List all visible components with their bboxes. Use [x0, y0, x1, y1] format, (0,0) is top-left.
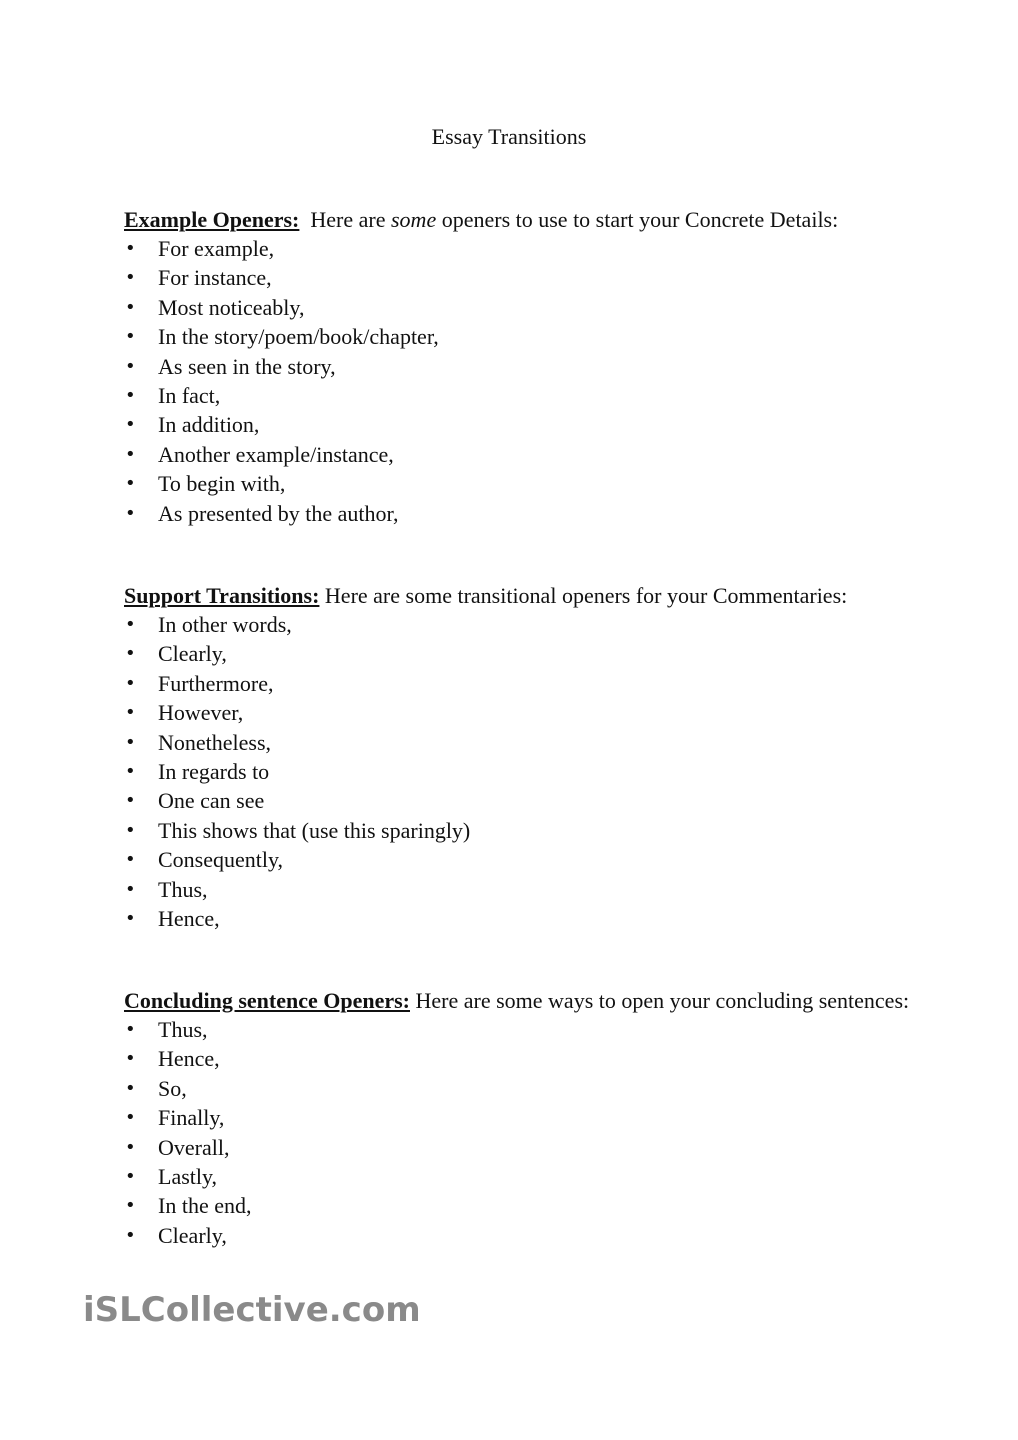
- bullet-icon: •: [125, 267, 136, 289]
- transition-list: [124, 234, 914, 528]
- list-item-text: Nonetheless,: [158, 729, 272, 755]
- bullet-icon: •: [125, 238, 136, 259]
- list-item: [124, 381, 914, 410]
- list-item-text: In the end,: [158, 1193, 252, 1219]
- list-item: [124, 322, 914, 351]
- list-item: [124, 1191, 914, 1220]
- list-item: [124, 786, 914, 815]
- bullet-icon: •: [125, 1224, 136, 1246]
- bullet-icon: •: [125, 1077, 136, 1099]
- watermark-logo: iSLCollective.com: [83, 1290, 421, 1330]
- list-item: [124, 440, 914, 469]
- list-item: [124, 1103, 914, 1132]
- list-item: [124, 1221, 914, 1250]
- intro-emphasis: some: [391, 207, 437, 232]
- bullet-icon: •: [125, 878, 136, 900]
- list-item-text: As seen in the story,: [158, 353, 336, 379]
- list-item: [124, 816, 914, 845]
- bullet-icon: •: [125, 326, 136, 348]
- list-item: [124, 904, 914, 933]
- section-intro: [124, 582, 914, 610]
- section-example-openers: [124, 206, 914, 528]
- transition-list: [124, 610, 914, 933]
- bullet-icon: •: [125, 1165, 136, 1187]
- list-item: [124, 698, 914, 727]
- list-item-text: Overall,: [158, 1134, 230, 1160]
- list-item: [124, 1074, 914, 1103]
- list-item: [124, 610, 914, 639]
- list-item: [124, 669, 914, 698]
- list-item-text: Thus,: [158, 1017, 208, 1042]
- bullet-icon: •: [125, 296, 136, 318]
- list-item-text: For instance,: [158, 265, 272, 291]
- list-item-text: In other words,: [158, 612, 292, 637]
- bullet-icon: •: [125, 414, 136, 436]
- intro-text: openers to use to start your Concrete Details:: [436, 207, 839, 232]
- list-item-text: One can see: [158, 788, 265, 814]
- bullet-icon: •: [125, 473, 136, 495]
- list-item-text: To begin with,: [158, 471, 286, 497]
- bullet-icon: •: [125, 1019, 136, 1040]
- section-intro: [124, 206, 914, 234]
- list-item: [124, 1162, 914, 1191]
- page-title: Essay Transitions: [431, 124, 587, 149]
- bullet-icon: •: [125, 1107, 136, 1129]
- bullet-icon: •: [125, 1048, 136, 1070]
- list-item-text: In regards to: [158, 758, 270, 784]
- list-item-text: As presented by the author,: [158, 500, 399, 526]
- section-intro: [124, 987, 914, 1015]
- list-item-text: However,: [158, 700, 244, 726]
- list-item-text: Clearly,: [158, 641, 227, 667]
- list-item: [124, 234, 914, 263]
- bullet-icon: •: [125, 907, 136, 929]
- bullet-icon: •: [125, 355, 136, 377]
- bullet-icon: •: [125, 1195, 136, 1217]
- list-item: [124, 1015, 914, 1044]
- list-item-text: Hence,: [158, 1046, 220, 1072]
- bullet-icon: •: [125, 614, 136, 635]
- list-item: [124, 728, 914, 757]
- bullet-icon: •: [125, 819, 136, 841]
- list-item: [124, 757, 914, 786]
- list-item-text: In addition,: [158, 412, 260, 438]
- list-item-text: In fact,: [158, 382, 221, 408]
- section-concluding-openers: [124, 987, 914, 1250]
- list-item-text: Finally,: [158, 1105, 225, 1131]
- list-item-text: Clearly,: [158, 1222, 227, 1248]
- list-item: [124, 1044, 914, 1073]
- bullet-icon: •: [125, 702, 136, 724]
- bullet-icon: •: [125, 384, 136, 406]
- bullet-icon: •: [125, 760, 136, 782]
- bullet-icon: •: [125, 643, 136, 665]
- section-heading: Support Transitions:: [124, 583, 320, 608]
- intro-text: Here are some ways to open your concluding sentences:: [410, 988, 910, 1013]
- bullet-icon: •: [125, 672, 136, 694]
- bullet-icon: •: [125, 849, 136, 871]
- list-item: [124, 1133, 914, 1162]
- list-item: [124, 875, 914, 904]
- list-item-text: Lastly,: [158, 1163, 218, 1189]
- list-item-text: Another example/instance,: [158, 441, 394, 467]
- list-item: [124, 410, 914, 439]
- bullet-icon: •: [125, 443, 136, 465]
- bullet-icon: •: [125, 790, 136, 812]
- list-item-text: Thus,: [158, 876, 208, 902]
- list-item: [124, 352, 914, 381]
- list-item-text: Most noticeably,: [158, 294, 305, 320]
- section-support-transitions: [124, 582, 914, 933]
- bullet-icon: •: [125, 731, 136, 753]
- list-item-text: So,: [158, 1075, 187, 1101]
- section-heading: Concluding sentence Openers:: [124, 988, 410, 1013]
- list-item-text: Consequently,: [158, 847, 284, 873]
- list-item-text: In the story/poem/book/chapter,: [158, 324, 439, 350]
- transition-list: [124, 1015, 914, 1250]
- intro-text: Here are some transitional openers for your Commentaries:: [319, 583, 848, 608]
- list-item: [124, 469, 914, 498]
- list-item: [124, 293, 914, 322]
- list-item: [124, 639, 914, 668]
- list-item-text: Furthermore,: [158, 670, 274, 696]
- bullet-icon: •: [125, 1136, 136, 1158]
- list-item: [124, 845, 914, 874]
- list-item-text: For example,: [158, 236, 275, 261]
- list-item-text: This shows that (use this sparingly): [158, 817, 471, 843]
- intro-text: Here are: [299, 207, 391, 232]
- list-item-text: Hence,: [158, 905, 220, 931]
- section-heading: Example Openers:: [124, 207, 300, 232]
- bullet-icon: •: [125, 502, 136, 524]
- list-item: [124, 499, 914, 528]
- list-item: [124, 263, 914, 292]
